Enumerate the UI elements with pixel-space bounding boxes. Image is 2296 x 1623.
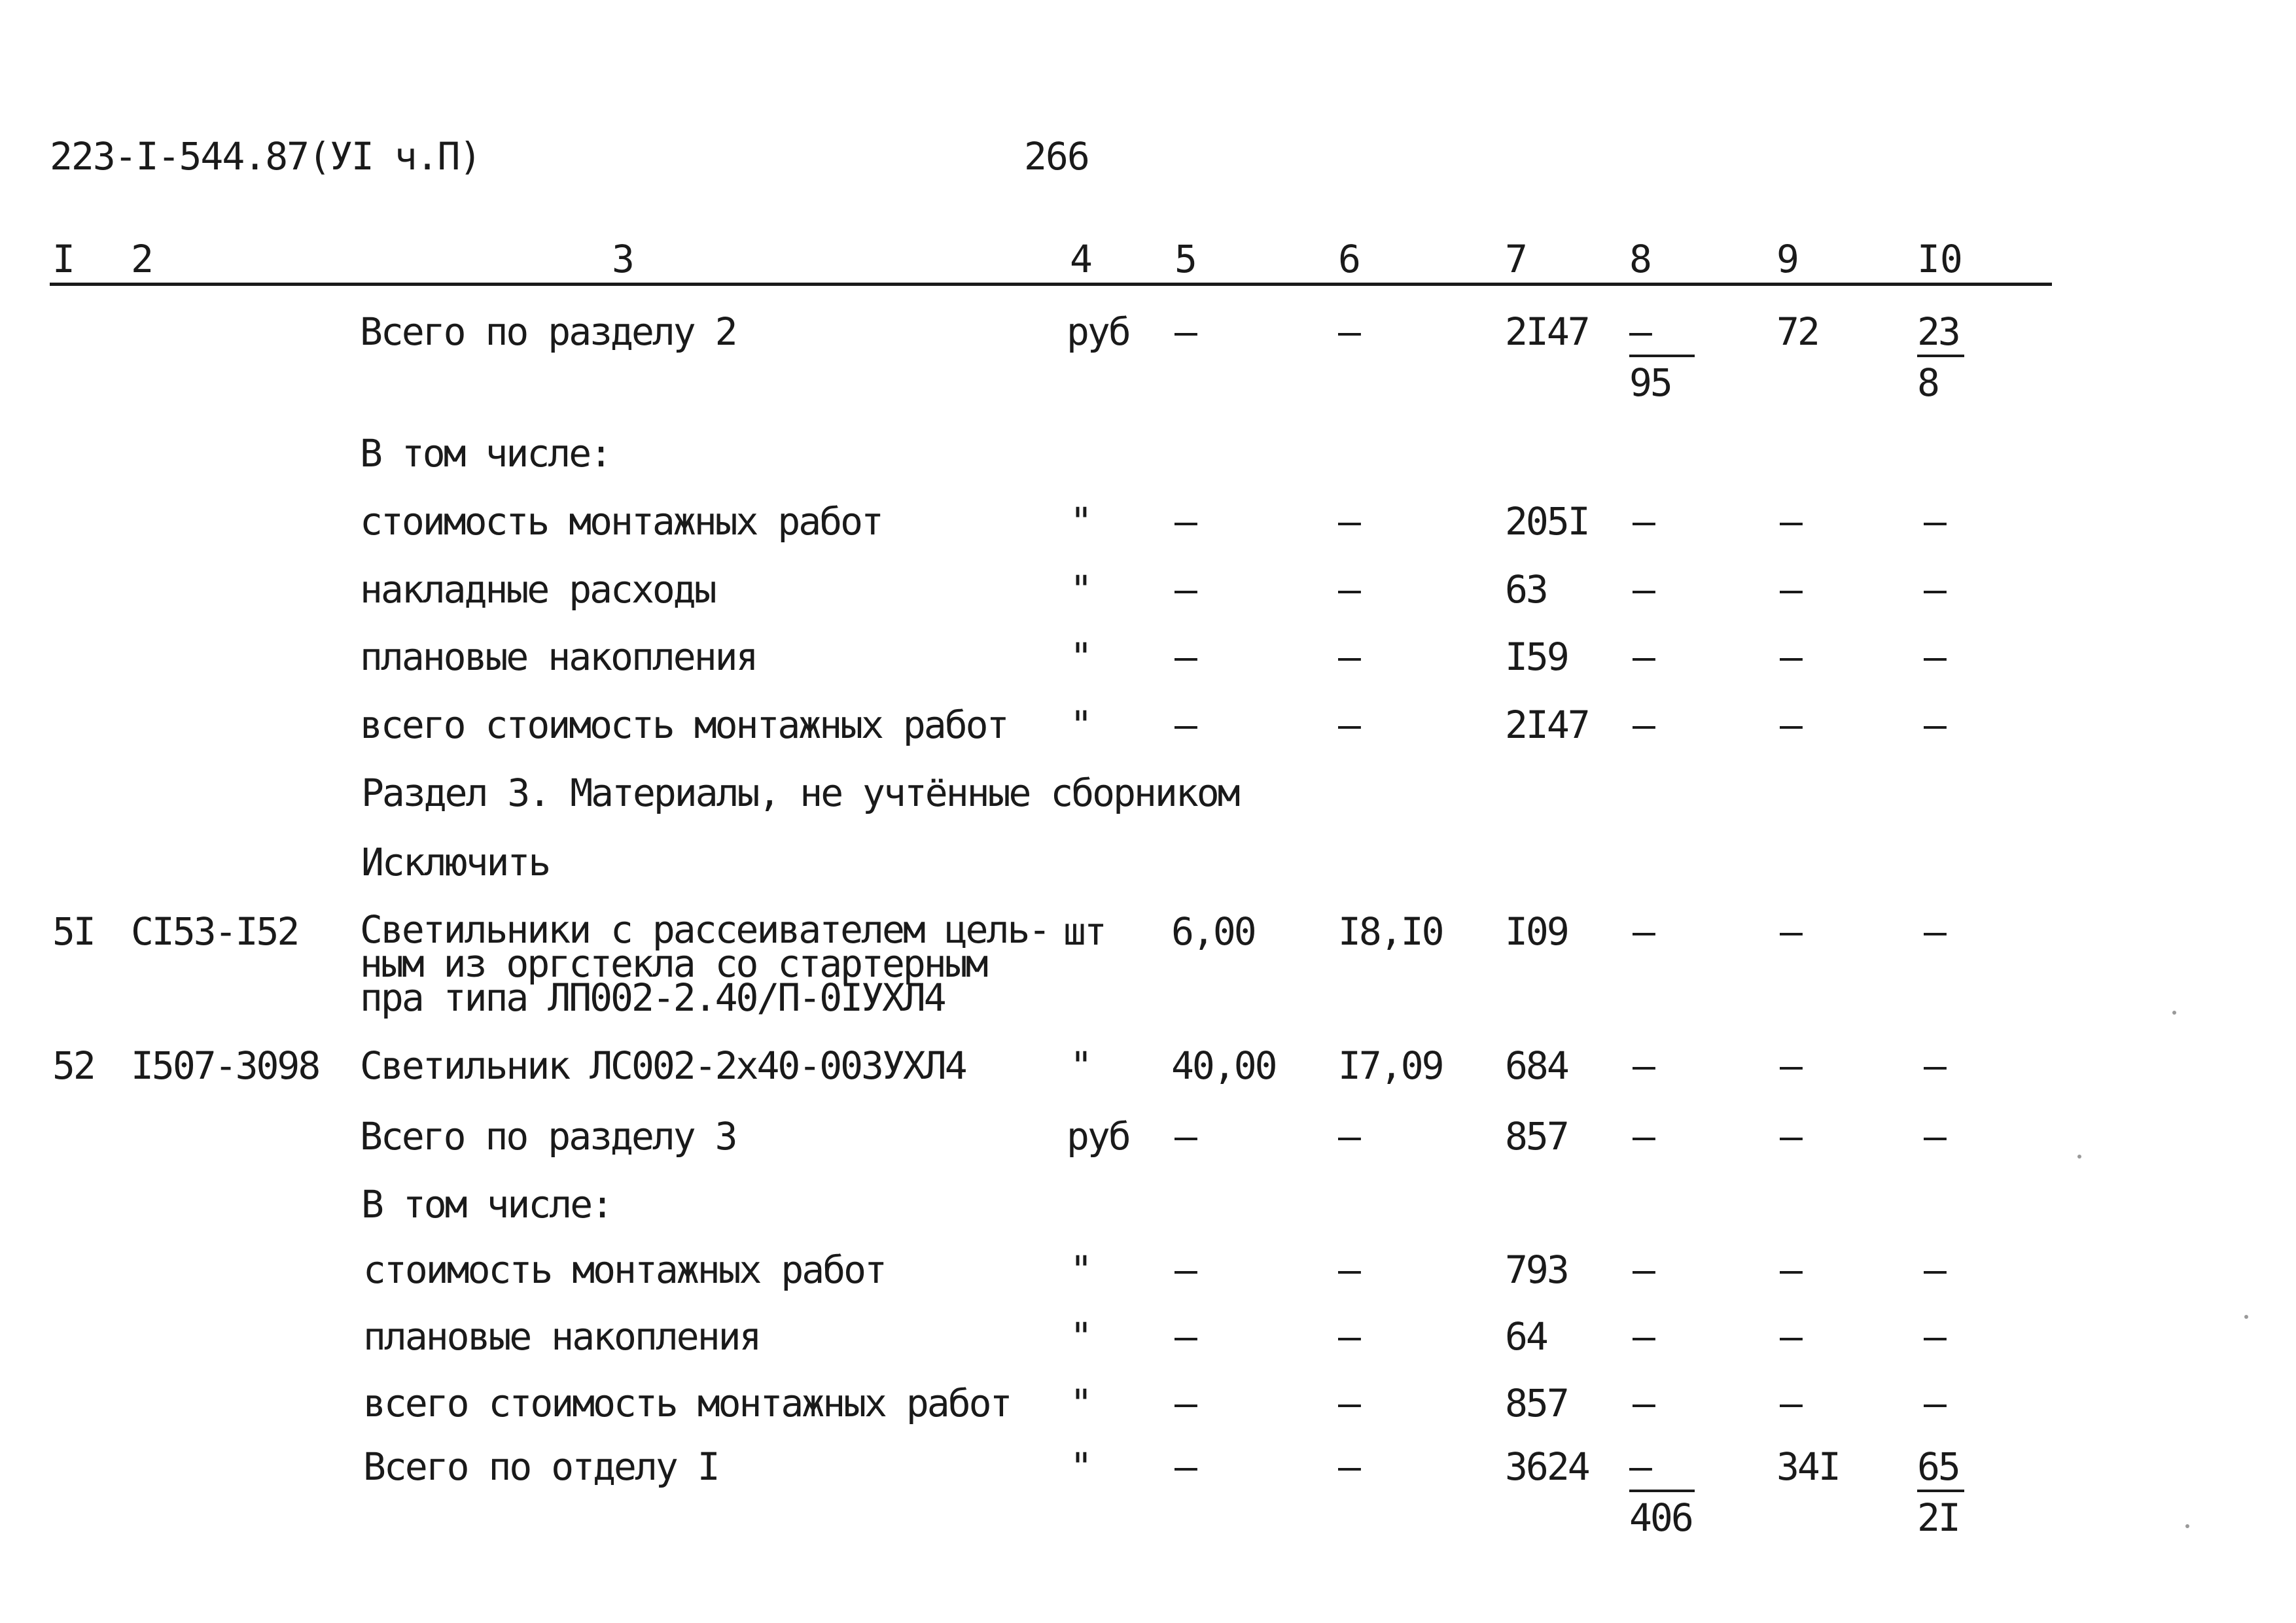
- cell-unit: руб: [1067, 309, 1129, 354]
- cell-total: 2I47: [1505, 703, 1589, 747]
- cell-col8: –: [1633, 909, 1653, 954]
- cell-unit: ": [1070, 499, 1091, 544]
- fraction-bar: [1917, 1490, 1964, 1492]
- cell-col9: –: [1780, 909, 1801, 954]
- column-header-1: I: [52, 237, 75, 281]
- cell-description: всего стоимость монтажных работ: [360, 703, 1008, 747]
- cell-col9: 72: [1776, 309, 1818, 354]
- cell-col8: –: [1633, 1114, 1653, 1159]
- cell-unit-price: –: [1338, 635, 1359, 679]
- cell-total: 3624: [1505, 1444, 1589, 1489]
- cell-col9: –: [1780, 1043, 1801, 1088]
- cell-description: Светильники с рассеивателем цель- ным из оргстекла со стартерным пра типа ЛП002-2.40/П-0IУХЛ4: [360, 907, 1050, 1020]
- scan-speck: [2172, 1011, 2176, 1015]
- cell-unit: ": [1070, 635, 1091, 679]
- cell-description: Всего по разделу 2: [360, 309, 736, 354]
- cell-total: 63: [1505, 567, 1547, 612]
- scan-speck: [2185, 1524, 2189, 1528]
- fraction-denominator: 95: [1629, 360, 1671, 405]
- cell-col10: –: [1924, 1114, 1945, 1159]
- cell-unit-price: –: [1338, 703, 1359, 747]
- column-header-7: 7: [1505, 237, 1528, 281]
- cell-col10: –: [1924, 1248, 1945, 1292]
- cell-description: всего стоимость монтажных работ: [363, 1381, 1011, 1425]
- table-header: [0, 237, 2296, 289]
- cell-unit-price: –: [1338, 1381, 1359, 1425]
- cell-total: 793: [1505, 1248, 1568, 1292]
- cell-unit: ": [1070, 1381, 1091, 1425]
- cell-description: В том числе:: [361, 1182, 612, 1227]
- column-header-9: 9: [1776, 237, 1799, 281]
- cell-quantity: –: [1174, 635, 1195, 679]
- cell-position: 5I: [52, 909, 94, 954]
- fraction-numerator: –: [1629, 309, 1650, 354]
- cell-col10: –: [1924, 1314, 1945, 1359]
- cell-col10: –: [1924, 567, 1945, 612]
- cell-col8: –: [1633, 635, 1653, 679]
- cell-col8: –: [1633, 1248, 1653, 1292]
- cell-total: 684: [1505, 1043, 1568, 1088]
- fraction-bar: [1629, 355, 1695, 357]
- cell-unit: ": [1070, 1314, 1091, 1359]
- fraction-bar: [1917, 355, 1964, 357]
- cell-total: 64: [1505, 1314, 1547, 1359]
- cell-description: Всего по разделу 3: [360, 1114, 736, 1159]
- cell-total: 857: [1505, 1114, 1568, 1159]
- cell-col9: –: [1780, 1248, 1801, 1292]
- section-heading: Раздел 3. Материалы, не учтённые сборником: [361, 771, 1239, 815]
- cell-description: накладные расходы: [360, 567, 715, 612]
- column-header-8: 8: [1629, 237, 1652, 281]
- column-header-4: 4: [1070, 237, 1093, 281]
- cell-col8: –: [1633, 1381, 1653, 1425]
- cell-col9: –: [1780, 499, 1801, 544]
- fraction-numerator: 23: [1917, 309, 1959, 354]
- cell-description: Светильник ЛС002-2х40-003УХЛ4: [360, 1043, 966, 1088]
- cell-unit-price: I8,I0: [1338, 909, 1443, 954]
- cell-unit-price: I7,09: [1338, 1043, 1443, 1088]
- cell-quantity: –: [1174, 1381, 1195, 1425]
- cell-unit: шт: [1063, 909, 1105, 954]
- fraction-bar: [1629, 1490, 1695, 1492]
- cell-col10: –: [1924, 499, 1945, 544]
- cell-unit-price: –: [1338, 1114, 1359, 1159]
- cell-quantity: –: [1174, 567, 1195, 612]
- cell-unit-price: –: [1338, 1248, 1359, 1292]
- document-code: 223-I-544.87(УI ч.П): [50, 134, 481, 179]
- cell-col10-fraction: [1917, 309, 1964, 405]
- fraction-denominator: 406: [1629, 1495, 1692, 1540]
- cell-col10: –: [1924, 703, 1945, 747]
- fraction-numerator: –: [1629, 1444, 1650, 1489]
- cell-quantity: –: [1174, 499, 1195, 544]
- cell-col8: –: [1633, 1314, 1653, 1359]
- cell-col8: –: [1633, 499, 1653, 544]
- cell-col8-fraction: [1629, 309, 1695, 405]
- cell-unit: ": [1070, 567, 1091, 612]
- cell-description: стоимость монтажных работ: [363, 1248, 885, 1292]
- column-header-6: 6: [1338, 237, 1361, 281]
- column-header-2: 2: [131, 237, 154, 281]
- cell-position: 52: [52, 1043, 94, 1088]
- cell-quantity: 6,00: [1171, 909, 1255, 954]
- cell-description: Всего по отделу I: [363, 1444, 718, 1489]
- fraction-numerator: 65: [1917, 1444, 1959, 1489]
- cell-description: Исключить: [361, 840, 550, 884]
- header-rule: [50, 283, 2052, 286]
- cell-code: CI53-I52: [131, 909, 298, 954]
- cell-unit-price: –: [1338, 1444, 1359, 1489]
- cell-quantity: –: [1174, 1444, 1195, 1489]
- cell-description: В том числе:: [360, 431, 611, 476]
- cell-col9: –: [1780, 635, 1801, 679]
- scan-speck: [2244, 1315, 2248, 1319]
- column-header-3: 3: [612, 237, 635, 281]
- cell-total: 205I: [1505, 499, 1589, 544]
- cell-quantity: –: [1174, 1114, 1195, 1159]
- cell-col9: –: [1780, 1381, 1801, 1425]
- scan-speck: [2077, 1155, 2081, 1159]
- cell-quantity: –: [1174, 309, 1195, 354]
- cell-description: плановые накопления: [360, 635, 757, 679]
- cell-col8: –: [1633, 703, 1653, 747]
- page-number: 266: [1024, 134, 1089, 179]
- cell-unit: ": [1070, 703, 1091, 747]
- cell-unit: ": [1070, 1444, 1091, 1489]
- cell-quantity: 40,00: [1171, 1043, 1276, 1088]
- cell-col10: –: [1924, 1043, 1945, 1088]
- cell-code: I507-3098: [131, 1043, 319, 1088]
- cell-unit-price: –: [1338, 567, 1359, 612]
- cell-total: 2I47: [1505, 309, 1589, 354]
- cell-col10: –: [1924, 1381, 1945, 1425]
- cell-col8-fraction: [1629, 1444, 1695, 1540]
- cell-quantity: –: [1174, 1314, 1195, 1359]
- cell-description: плановые накопления: [363, 1314, 760, 1359]
- cell-unit-price: –: [1338, 499, 1359, 544]
- cell-unit: руб: [1067, 1114, 1129, 1159]
- cell-total: 857: [1505, 1381, 1568, 1425]
- cell-col10: –: [1924, 909, 1945, 954]
- cell-col9: –: [1780, 1114, 1801, 1159]
- cell-unit: ": [1070, 1043, 1091, 1088]
- cell-description: стоимость монтажных работ: [360, 499, 882, 544]
- cell-unit-price: –: [1338, 1314, 1359, 1359]
- cell-col9: –: [1780, 567, 1801, 612]
- cell-unit-price: –: [1338, 309, 1359, 354]
- cell-total: I09: [1505, 909, 1568, 954]
- fraction-denominator: 8: [1917, 360, 1938, 405]
- cell-quantity: –: [1174, 1248, 1195, 1292]
- cell-col9: 34I: [1776, 1444, 1839, 1489]
- cell-total: I59: [1505, 635, 1568, 679]
- cell-col10-fraction: [1917, 1444, 1964, 1540]
- column-header-5: 5: [1174, 237, 1197, 281]
- fraction-denominator: 2I: [1917, 1495, 1959, 1540]
- cell-col10: –: [1924, 635, 1945, 679]
- cell-quantity: –: [1174, 703, 1195, 747]
- cell-col9: –: [1780, 703, 1801, 747]
- cell-col9: –: [1780, 1314, 1801, 1359]
- cell-col8: –: [1633, 1043, 1653, 1088]
- cell-col8: –: [1633, 567, 1653, 612]
- cell-unit: ": [1070, 1248, 1091, 1292]
- column-header-10: I0: [1917, 237, 1963, 281]
